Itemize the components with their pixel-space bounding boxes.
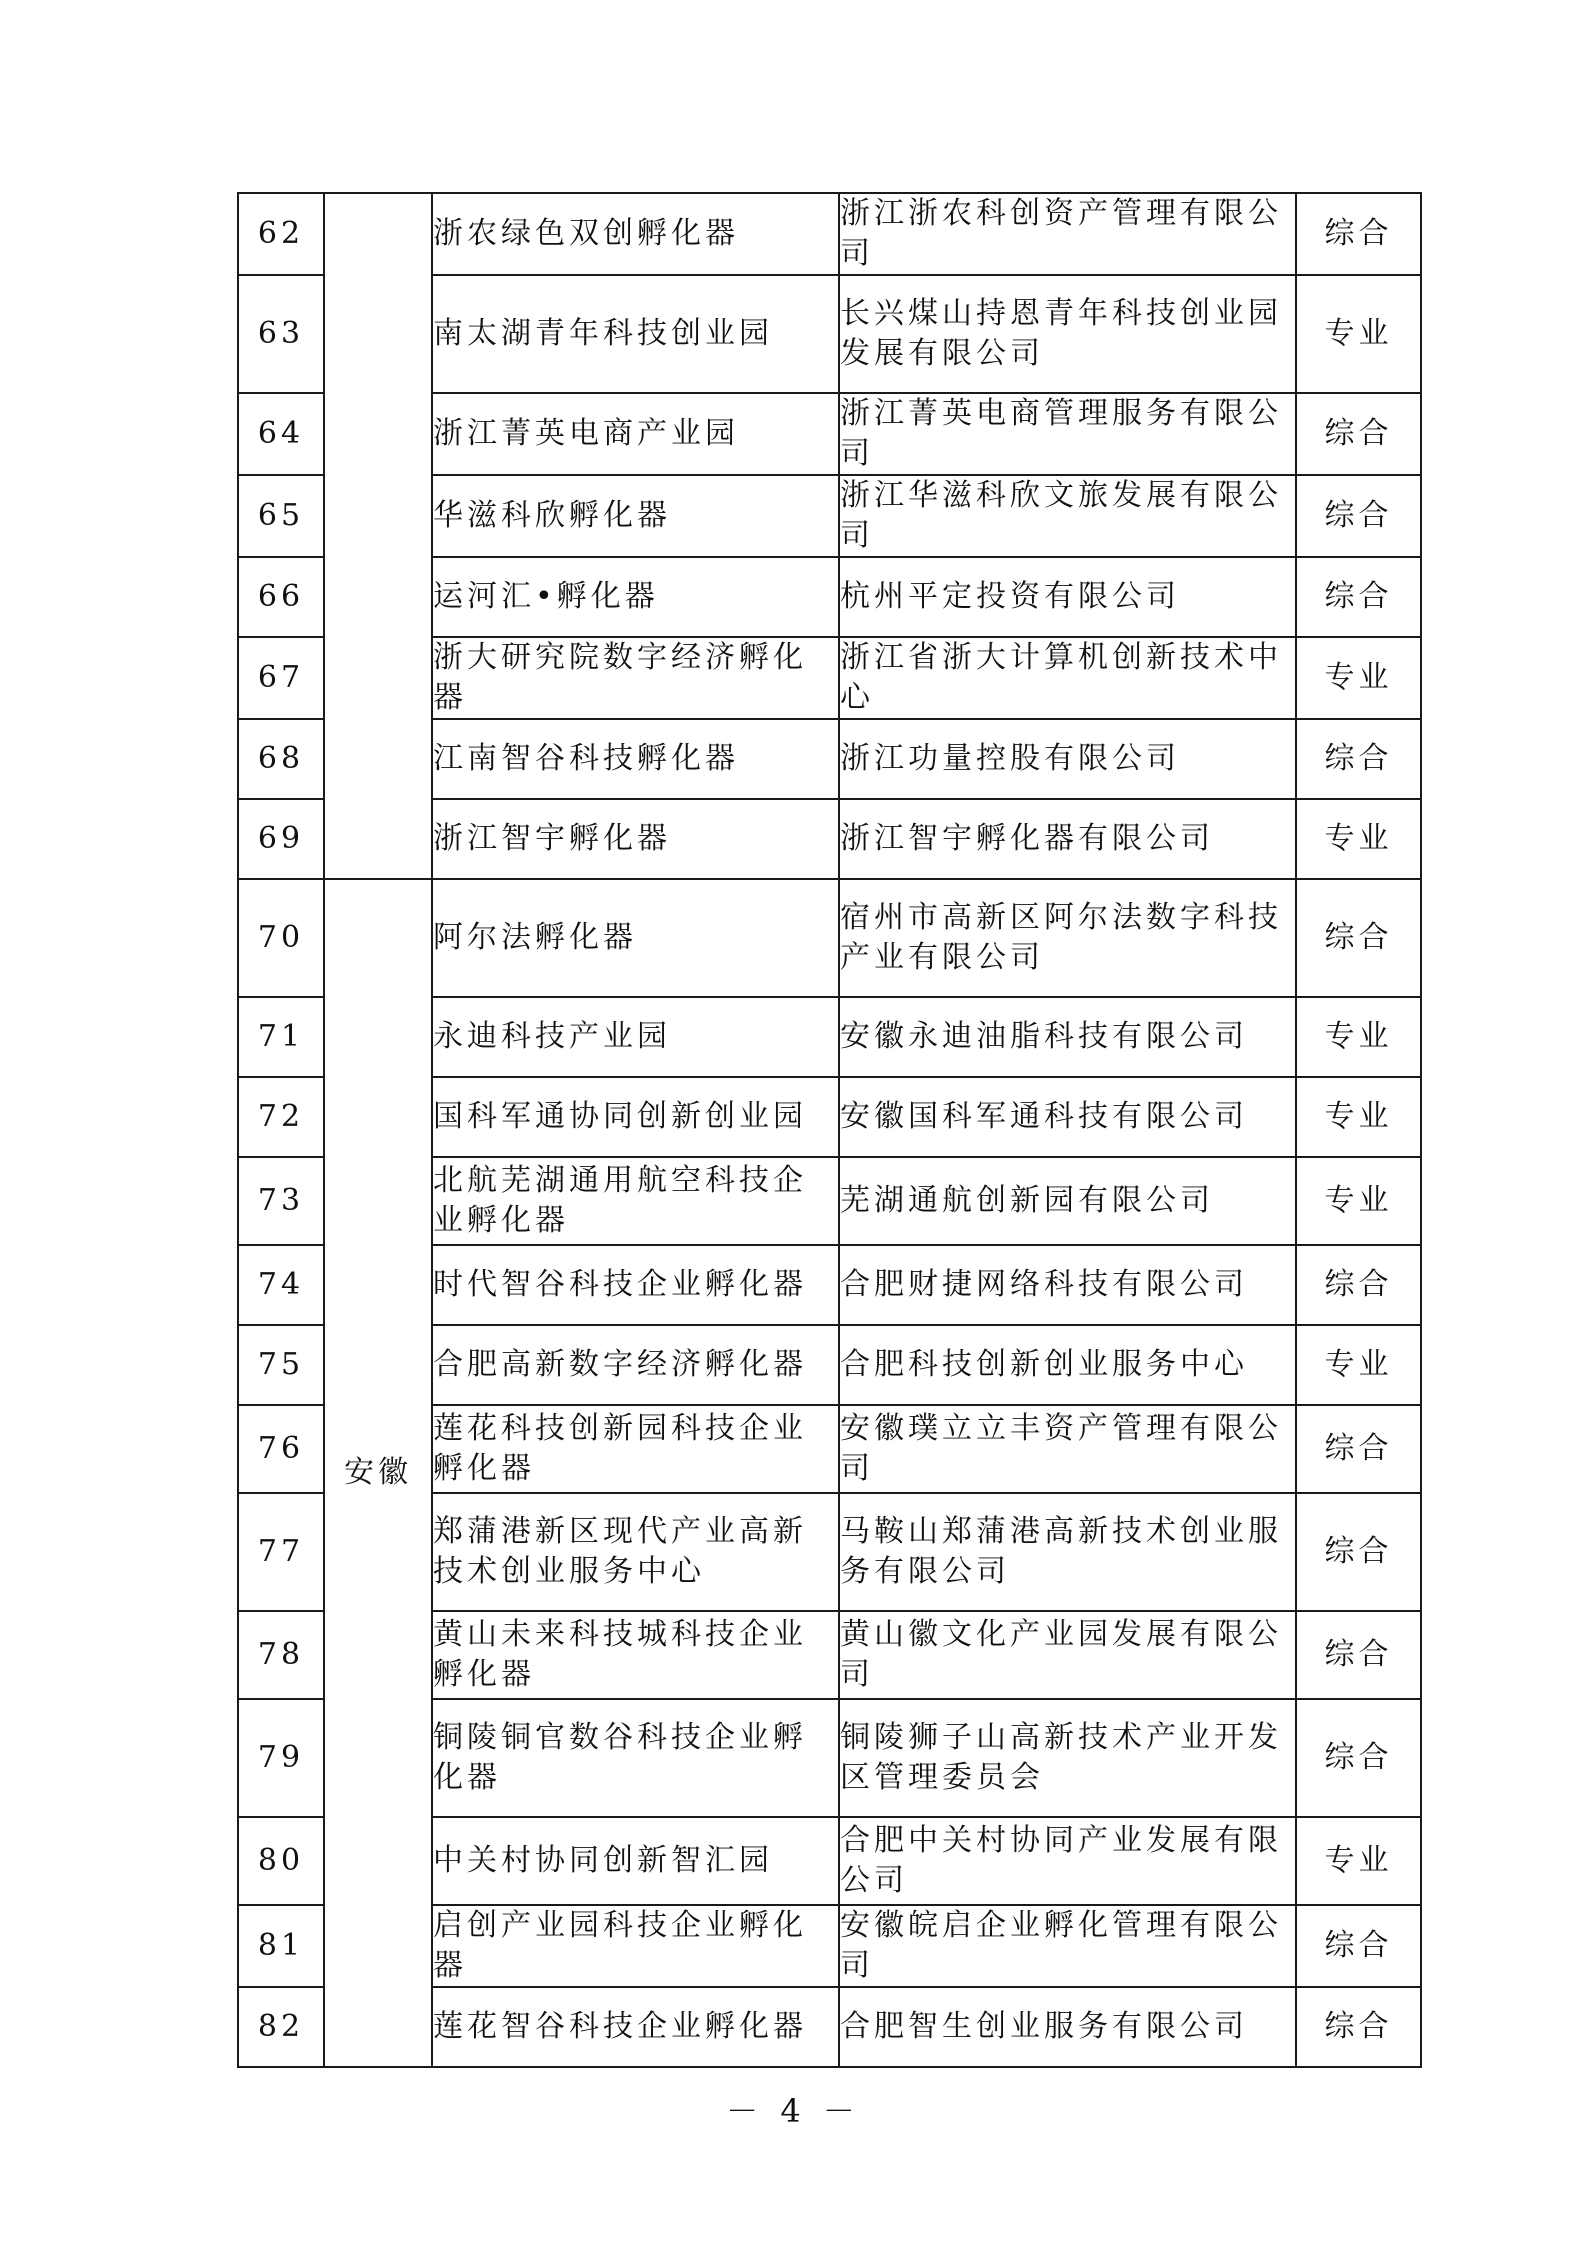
incubator-type: 专业 xyxy=(1296,997,1421,1077)
row-number: 75 xyxy=(238,1325,324,1405)
incubator-type: 综合 xyxy=(1296,193,1421,275)
incubator-type: 专业 xyxy=(1296,1157,1421,1245)
incubator-name: 江南智谷科技孵化器 xyxy=(432,719,839,799)
row-number: 70 xyxy=(238,879,324,997)
operating-organization: 合肥财捷网络科技有限公司 xyxy=(839,1245,1296,1325)
province-cell: 安徽 xyxy=(324,879,432,2067)
operating-organization: 宿州市高新区阿尔法数字科技产业有限公司 xyxy=(839,879,1296,997)
incubator-type: 综合 xyxy=(1296,393,1421,475)
operating-organization: 杭州平定投资有限公司 xyxy=(839,557,1296,637)
row-number: 76 xyxy=(238,1405,324,1493)
incubator-name: 浙江菁英电商产业园 xyxy=(432,393,839,475)
row-number: 65 xyxy=(238,475,324,557)
incubator-name: 时代智谷科技企业孵化器 xyxy=(432,1245,839,1325)
incubator-name: 浙农绿色双创孵化器 xyxy=(432,193,839,275)
operating-organization: 黄山徽文化产业园发展有限公司 xyxy=(839,1611,1296,1699)
operating-organization: 芜湖通航创新园有限公司 xyxy=(839,1157,1296,1245)
incubator-type: 综合 xyxy=(1296,475,1421,557)
incubator-type: 综合 xyxy=(1296,1245,1421,1325)
incubator-name: 华滋科欣孵化器 xyxy=(432,475,839,557)
row-number: 81 xyxy=(238,1905,324,1987)
incubator-list-table xyxy=(237,192,1422,2068)
row-number: 73 xyxy=(238,1157,324,1245)
operating-organization: 浙江省浙大计算机创新技术中心 xyxy=(839,637,1296,719)
operating-organization: 安徽永迪油脂科技有限公司 xyxy=(839,997,1296,1077)
operating-organization: 浙江华滋科欣文旅发展有限公司 xyxy=(839,475,1296,557)
province-cell xyxy=(324,193,432,879)
incubator-name: 浙江智宇孵化器 xyxy=(432,799,839,879)
incubator-name: 永迪科技产业园 xyxy=(432,997,839,1077)
table-row xyxy=(238,879,1421,997)
row-number: 79 xyxy=(238,1699,324,1817)
operating-organization: 合肥中关村协同产业发展有限公司 xyxy=(839,1817,1296,1905)
row-number: 72 xyxy=(238,1077,324,1157)
incubator-name: 郑蒲港新区现代产业高新技术创业服务中心 xyxy=(432,1493,839,1611)
incubator-name: 中关村协同创新智汇园 xyxy=(432,1817,839,1905)
incubator-name: 浙大研究院数字经济孵化器 xyxy=(432,637,839,719)
incubator-name: 运河汇•孵化器 xyxy=(432,557,839,637)
row-number: 68 xyxy=(238,719,324,799)
operating-organization: 合肥科技创新创业服务中心 xyxy=(839,1325,1296,1405)
row-number: 82 xyxy=(238,1987,324,2067)
incubator-type: 综合 xyxy=(1296,557,1421,637)
incubator-name: 莲花科技创新园科技企业孵化器 xyxy=(432,1405,839,1493)
incubator-name: 阿尔法孵化器 xyxy=(432,879,839,997)
row-number: 63 xyxy=(238,275,324,393)
incubator-type: 综合 xyxy=(1296,1611,1421,1699)
row-number: 64 xyxy=(238,393,324,475)
incubator-name: 启创产业园科技企业孵化器 xyxy=(432,1905,839,1987)
operating-organization: 长兴煤山持恩青年科技创业园发展有限公司 xyxy=(839,275,1296,393)
incubator-type: 综合 xyxy=(1296,1987,1421,2067)
operating-organization: 浙江智宇孵化器有限公司 xyxy=(839,799,1296,879)
incubator-type: 专业 xyxy=(1296,1817,1421,1905)
incubator-type: 专业 xyxy=(1296,275,1421,393)
incubator-name: 黄山未来科技城科技企业孵化器 xyxy=(432,1611,839,1699)
operating-organization: 铜陵狮子山高新技术产业开发区管理委员会 xyxy=(839,1699,1296,1817)
operating-organization: 马鞍山郑蒲港高新技术创业服务有限公司 xyxy=(839,1493,1296,1611)
row-number: 77 xyxy=(238,1493,324,1611)
operating-organization: 合肥智生创业服务有限公司 xyxy=(839,1987,1296,2067)
incubator-type: 综合 xyxy=(1296,719,1421,799)
incubator-name: 铜陵铜官数谷科技企业孵化器 xyxy=(432,1699,839,1817)
incubator-type: 专业 xyxy=(1296,799,1421,879)
page-number: － 4 － xyxy=(726,2092,861,2130)
incubator-type: 专业 xyxy=(1296,1325,1421,1405)
row-number: 80 xyxy=(238,1817,324,1905)
row-number: 78 xyxy=(238,1611,324,1699)
operating-organization: 安徽皖启企业孵化管理有限公司 xyxy=(839,1905,1296,1987)
incubator-name: 北航芜湖通用航空科技企业孵化器 xyxy=(432,1157,839,1245)
row-number: 67 xyxy=(238,637,324,719)
row-number: 62 xyxy=(238,193,324,275)
operating-organization: 安徽璞立立丰资产管理有限公司 xyxy=(839,1405,1296,1493)
incubator-name: 合肥高新数字经济孵化器 xyxy=(432,1325,839,1405)
incubator-type: 专业 xyxy=(1296,637,1421,719)
operating-organization: 浙江功量控股有限公司 xyxy=(839,719,1296,799)
incubator-name: 国科军通协同创新创业园 xyxy=(432,1077,839,1157)
incubator-type: 综合 xyxy=(1296,1405,1421,1493)
table-row xyxy=(238,193,1421,275)
operating-organization: 浙江浙农科创资产管理有限公司 xyxy=(839,193,1296,275)
incubator-type: 综合 xyxy=(1296,1699,1421,1817)
operating-organization: 安徽国科军通科技有限公司 xyxy=(839,1077,1296,1157)
incubator-type: 专业 xyxy=(1296,1077,1421,1157)
incubator-type: 综合 xyxy=(1296,1493,1421,1611)
operating-organization: 浙江菁英电商管理服务有限公司 xyxy=(839,393,1296,475)
incubator-name: 莲花智谷科技企业孵化器 xyxy=(432,1987,839,2067)
row-number: 69 xyxy=(238,799,324,879)
incubator-type: 综合 xyxy=(1296,879,1421,997)
incubator-type: 综合 xyxy=(1296,1905,1421,1987)
incubator-name: 南太湖青年科技创业园 xyxy=(432,275,839,393)
row-number: 71 xyxy=(238,997,324,1077)
row-number: 74 xyxy=(238,1245,324,1325)
row-number: 66 xyxy=(238,557,324,637)
